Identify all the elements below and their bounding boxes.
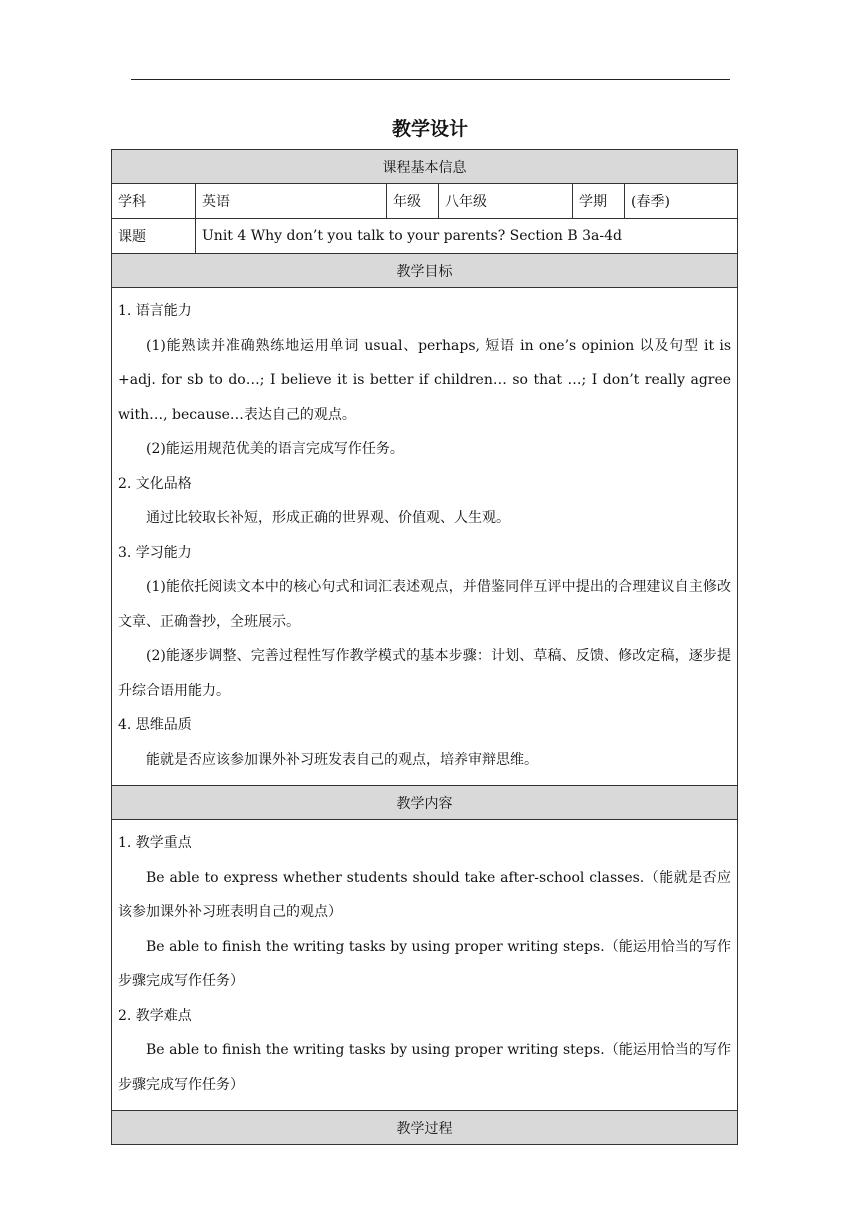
section-header-content: 教学内容	[112, 786, 738, 820]
document-title: 教学设计	[391, 118, 468, 140]
grade-label: 年级	[387, 184, 439, 219]
section-header-process: 教学过程	[112, 1111, 738, 1145]
objective-heading-language: 1. 语言能力	[118, 303, 192, 319]
objective-paragraph: 能就是否应该参加课外补习班发表自己的观点，培养审辩思维。	[146, 751, 538, 768]
subject-label: 学科	[112, 184, 196, 219]
lesson-plan-table	[111, 149, 738, 1145]
objective-heading-learning: 3. 学习能力	[118, 544, 192, 561]
grade-value: 八年级	[439, 184, 573, 219]
content-paragraph: Be able to finish the writing tasks by using proper writing steps.（能运用恰当的写作步骤完成写作任务）	[118, 1042, 732, 1093]
subject-value: 英语	[196, 184, 387, 219]
objectives-body	[112, 288, 738, 786]
objective-paragraph: (1)能熟读并准确熟练地运用单词 usual、perhaps, 短语 in one’s opinion 以及句型 it is +adj. for sb to do…; I believe it is better if children… so that …; I don’t really agree with…, because…表达自己的观点。	[118, 337, 732, 423]
topic-value: Unit 4 Why don’t you talk to your parents? Section B 3a-4d	[196, 219, 738, 254]
term-value: (春季)	[625, 184, 738, 219]
section-header-basic-info: 课程基本信息	[112, 150, 738, 184]
header-rule	[131, 79, 730, 80]
content-heading-key-points: 1. 教学重点	[118, 835, 192, 851]
objective-heading-culture: 2. 文化品格	[118, 475, 192, 492]
content-paragraph: Be able to express whether students should take after-school classes.（能就是否应该参加课外补习班表明自己的观点）	[118, 869, 732, 920]
content-heading-difficulties: 2. 教学难点	[118, 1007, 192, 1024]
objective-paragraph: (1)能依托阅读文本中的核心句式和词汇表述观点，并借鉴同伴互评中提出的合理建议自主修改文章、正确誊抄，全班展示。	[118, 579, 732, 630]
objective-paragraph: (2)能运用规范优美的语言完成写作任务。	[146, 441, 404, 457]
objective-paragraph: (2)能逐步调整、完善过程性写作教学模式的基本步骤：计划、草稿、反馈、修改定稿，逐步提升综合语用能力。	[118, 648, 732, 699]
section-header-objectives: 教学目标	[112, 254, 738, 288]
term-label: 学期	[573, 184, 625, 219]
objective-paragraph: 通过比较取长补短，形成正确的世界观、价值观、人生观。	[146, 510, 510, 526]
content-body	[112, 820, 738, 1111]
content-paragraph: Be able to finish the writing tasks by using proper writing steps.（能运用恰当的写作步骤完成写作任务）	[118, 938, 732, 989]
objective-heading-thinking: 4. 思维品质	[118, 717, 192, 733]
topic-label: 课题	[112, 219, 196, 254]
